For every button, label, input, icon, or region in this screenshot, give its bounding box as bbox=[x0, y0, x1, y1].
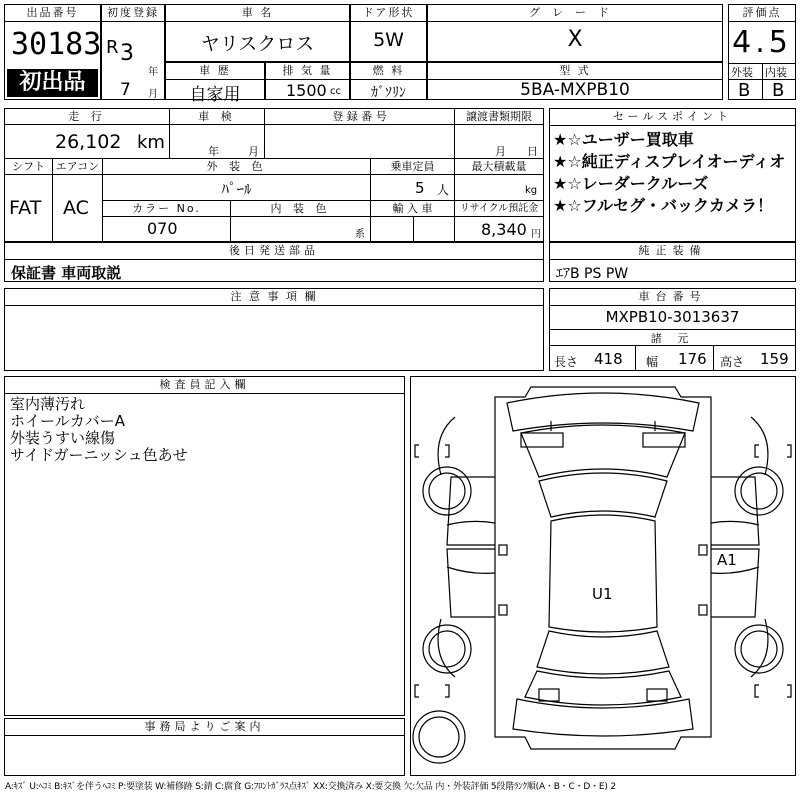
model-label: 型 式 bbox=[428, 63, 722, 80]
lot-number-box bbox=[4, 4, 101, 100]
recycle-fee: 8,340 bbox=[481, 220, 527, 239]
score: 4.5 bbox=[732, 25, 792, 60]
door-type: 5W bbox=[373, 29, 404, 51]
year-unit: 年 bbox=[148, 67, 158, 78]
interior-color-label: 内 装 色 bbox=[231, 201, 371, 217]
office-label: 事務局よりご案内 bbox=[5, 719, 404, 736]
genuine-equipment: ｴｱB PS PW bbox=[556, 266, 629, 282]
car-name-label: 車 名 bbox=[166, 5, 349, 22]
model-box bbox=[427, 62, 723, 100]
damage-mark-a1: A1 bbox=[717, 551, 737, 569]
int-grade: B bbox=[772, 80, 785, 101]
first-listing-badge bbox=[7, 69, 98, 97]
mileage-cell bbox=[5, 125, 170, 159]
max-load-cell bbox=[455, 175, 543, 201]
inspector-note: 室内薄汚れ bbox=[10, 395, 86, 413]
ext-grade: B bbox=[738, 80, 751, 101]
color-no-label: カラー No. bbox=[103, 201, 231, 217]
later-parts: 保証書 車両取説 bbox=[11, 264, 122, 282]
first-registration-box bbox=[101, 4, 165, 100]
vehicle-info-block bbox=[4, 108, 544, 242]
import-cell bbox=[371, 217, 455, 241]
grade: X bbox=[567, 27, 583, 52]
capacity-label: 乗車定員 bbox=[371, 159, 455, 175]
width-sep bbox=[713, 345, 714, 370]
capacity-cell bbox=[371, 175, 455, 201]
grade-box bbox=[427, 4, 723, 62]
score-box bbox=[728, 4, 796, 100]
lot-number: 30183 bbox=[11, 27, 102, 62]
sales-points-label: セールスポイント bbox=[550, 109, 795, 126]
ac: AC bbox=[63, 197, 89, 219]
first-listing-text: 初出品 bbox=[19, 70, 86, 95]
later-parts-label: 後日発送部品 bbox=[5, 243, 543, 260]
later-parts-box bbox=[4, 242, 544, 282]
ext-int-vline bbox=[762, 63, 763, 99]
mileage-unit: km bbox=[137, 132, 165, 153]
recycle-label: リサイクル預託金 bbox=[455, 201, 543, 217]
max-load-unit: kg bbox=[525, 185, 538, 196]
transfer-month-unit: 月 bbox=[495, 145, 506, 158]
registration-no-cell bbox=[265, 125, 455, 159]
history: 自家用 bbox=[189, 85, 241, 105]
import-label: 輸 入 車 bbox=[371, 201, 455, 217]
car-name: ヤリスクロス bbox=[200, 33, 315, 55]
shift-cell bbox=[5, 175, 53, 241]
shift-label: シフト bbox=[5, 159, 53, 175]
exterior-color: ﾊﾟｰﾙ bbox=[221, 180, 252, 198]
history-box bbox=[165, 62, 265, 105]
car-name-box bbox=[165, 4, 350, 62]
genuine-equipment-label: 純正装備 bbox=[550, 243, 795, 260]
interior-color-unit: 系 bbox=[355, 229, 365, 240]
recycle-cell bbox=[455, 217, 543, 241]
displacement-box bbox=[265, 62, 350, 100]
length: 418 bbox=[594, 350, 623, 368]
fuel-label: 燃 料 bbox=[351, 63, 426, 80]
inspector-note: サイドガーニッシュ色あせ bbox=[10, 446, 188, 464]
office-box bbox=[4, 718, 405, 776]
mileage-label: 走 行 bbox=[5, 109, 170, 125]
grade-label: グレード bbox=[428, 5, 722, 22]
registration-no-label: 登 録 番 号 bbox=[265, 109, 455, 125]
length-label: 長さ bbox=[554, 355, 579, 369]
score-label: 評価点 bbox=[729, 5, 795, 22]
ac-label: エアコン bbox=[53, 159, 103, 175]
door-label: ドア形状 bbox=[351, 5, 426, 22]
car-diagram-box bbox=[410, 376, 796, 776]
door-box bbox=[350, 4, 427, 62]
interior-color-cell bbox=[231, 217, 371, 241]
sales-point-item: ★☆ユーザー買取車 bbox=[553, 130, 694, 149]
ac-cell bbox=[53, 175, 103, 241]
displacement: 1500 bbox=[286, 81, 327, 100]
transfer-doc-cell bbox=[455, 125, 543, 159]
length-sep bbox=[635, 345, 636, 370]
inspection-cell bbox=[170, 125, 265, 159]
transfer-doc-label: 譲渡書類期限 bbox=[455, 109, 543, 125]
era: R bbox=[106, 37, 119, 58]
recycle-unit: 円 bbox=[531, 229, 541, 240]
int-label: 内装 bbox=[765, 66, 787, 79]
car-diagram bbox=[411, 377, 795, 775]
displacement-label: 排 気 量 bbox=[266, 63, 349, 80]
mileage: 26,102 bbox=[55, 131, 122, 153]
history-label: 車 歴 bbox=[166, 63, 264, 80]
capacity: 5 bbox=[415, 179, 425, 197]
lot-number-label: 出品番号 bbox=[5, 5, 100, 22]
color-no: 070 bbox=[147, 219, 178, 238]
displacement-unit: cc bbox=[330, 86, 341, 97]
height-label: 高さ bbox=[720, 355, 745, 369]
inspector-notes bbox=[10, 396, 188, 464]
ext-label: 外装 bbox=[731, 66, 753, 79]
sales-points-box bbox=[549, 108, 796, 242]
inspector-label: 検査員記入欄 bbox=[5, 377, 404, 394]
inspector-note: ホイールカバーA bbox=[10, 412, 125, 430]
color-no-cell bbox=[103, 217, 231, 241]
first-registration-label: 初度登録 bbox=[102, 5, 164, 22]
width-label: 幅 bbox=[646, 355, 659, 369]
fuel-box bbox=[350, 62, 427, 100]
transfer-day-unit: 日 bbox=[527, 145, 538, 158]
month-unit: 月 bbox=[148, 89, 158, 100]
exterior-color-cell bbox=[103, 175, 371, 201]
damage-mark-u1: U1 bbox=[592, 585, 613, 603]
inspection-month-unit: 月 bbox=[248, 145, 259, 158]
inspector-note: 外装うすい線傷 bbox=[10, 429, 116, 447]
legend: A:ｷｽﾞ U:ﾍｺﾐ B:ｷｽﾞを伴うﾍｺﾐ P:要塗装 W:補修跡 S:錆 C:腐食 G:ﾌﾛﾝﾄｶﾞﾗｽ点ｷｽﾞ XX:交換済み X:要交換 欠:欠品 内・外装評価 5段階ﾗﾝｸ順(A・B・C・D・E) 2 bbox=[5, 782, 616, 792]
fuel: ｶﾞｿﾘﾝ bbox=[371, 85, 406, 101]
inspection-year-unit: 年 bbox=[208, 145, 219, 158]
height: 159 bbox=[760, 350, 789, 368]
sales-point-item: ★☆純正ディスプレイオーディオ bbox=[553, 152, 786, 171]
notes-label: 注 意 事 項 欄 bbox=[5, 289, 543, 306]
genuine-equipment-box bbox=[549, 242, 796, 282]
exterior-color-label: 外 装 色 bbox=[103, 159, 371, 175]
inspection-label: 車 検 bbox=[170, 109, 265, 125]
registration-month: 7 bbox=[120, 80, 131, 100]
specs-label: 諸 元 bbox=[550, 330, 795, 346]
model: 5BA-MXPB10 bbox=[520, 80, 630, 100]
inspector-box bbox=[4, 376, 405, 716]
shift: FAT bbox=[9, 197, 42, 219]
width: 176 bbox=[678, 350, 707, 368]
notes-box bbox=[4, 288, 544, 371]
chassis-label: 車台番号 bbox=[550, 289, 795, 306]
sales-points-list bbox=[553, 129, 785, 217]
sales-point-item: ★☆フルセグ・バックカメラ！ bbox=[553, 196, 774, 215]
capacity-unit: 人 bbox=[437, 183, 450, 197]
registration-year: 3 bbox=[120, 41, 134, 66]
max-load-label: 最大積載量 bbox=[455, 159, 543, 175]
chassis-box bbox=[549, 288, 796, 371]
import-divider bbox=[413, 217, 414, 241]
chassis-number: MXPB10-3013637 bbox=[605, 308, 740, 326]
sales-point-item: ★☆レーダークルーズ bbox=[553, 174, 709, 193]
